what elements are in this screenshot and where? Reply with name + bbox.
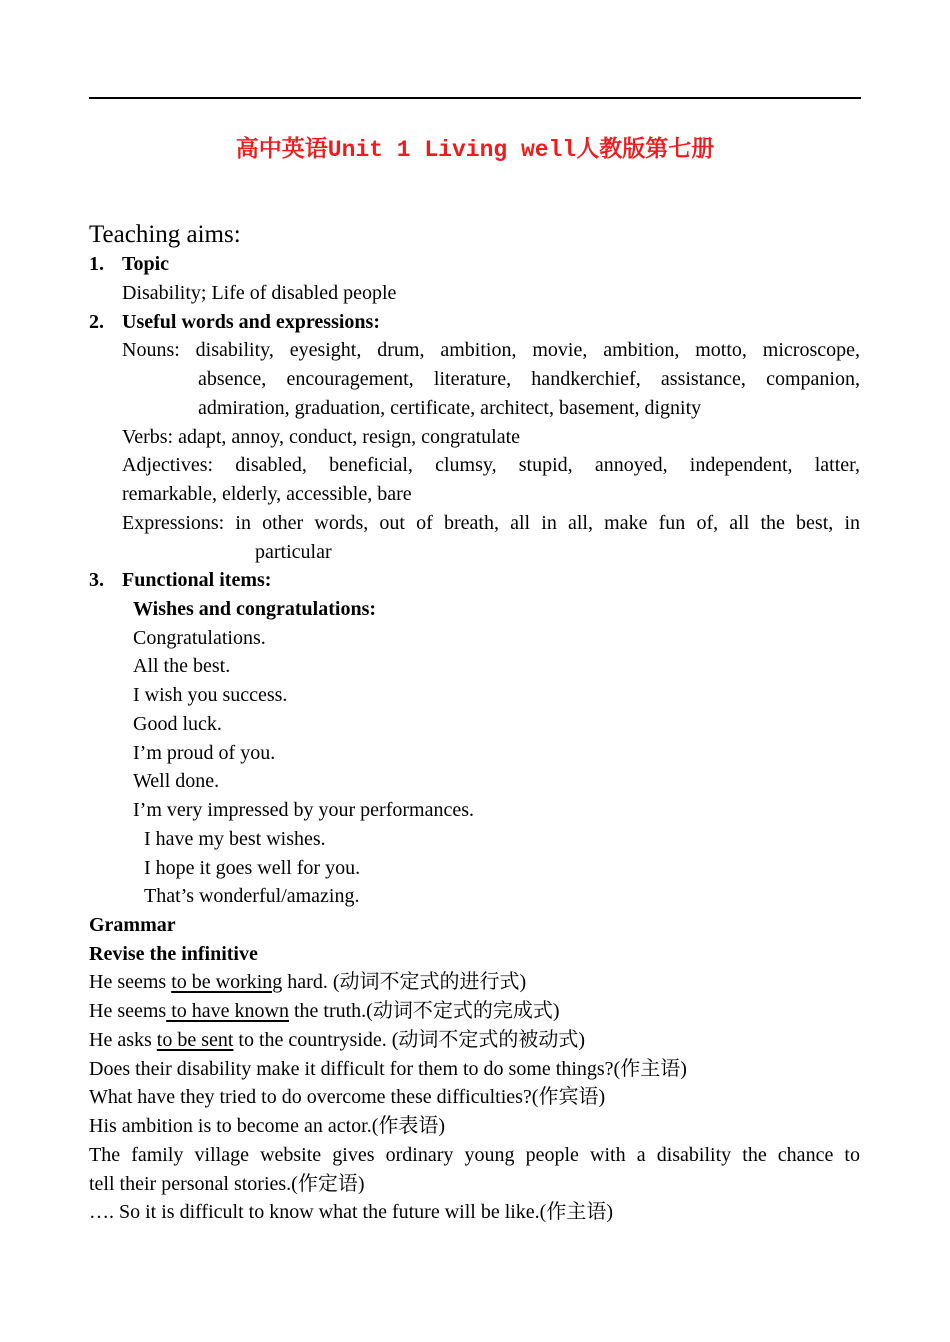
underlined-infinitive: to have known bbox=[166, 1000, 289, 1022]
phrase-item: Well done. bbox=[133, 770, 220, 792]
document-title: 高中英语Unit 1 Living well人教版第七册 bbox=[235, 137, 715, 163]
underlined-infinitive: to be sent bbox=[156, 1029, 234, 1051]
teaching-aims-heading: Teaching aims: bbox=[89, 221, 241, 248]
grammar-example-perfect bbox=[89, 997, 560, 1026]
section-title-words: Useful words and expressions: bbox=[122, 311, 380, 333]
nouns-line-2: absence, encouragement, literature, handkerchief, assistance, companion, bbox=[198, 368, 860, 390]
verbs-line: Verbs: adapt, annoy, conduct, resign, congratulate bbox=[122, 426, 521, 448]
nouns-line-3: admiration, graduation, certificate, architect, basement, dignity bbox=[198, 397, 702, 419]
phrase-item: I hope it goes well for you. bbox=[144, 857, 361, 879]
example-text: He asks bbox=[89, 1029, 157, 1051]
phrase-item: I have my best wishes. bbox=[144, 828, 326, 850]
example-text: to the countryside. (动词不定式的被动式) bbox=[233, 1029, 586, 1051]
phrase-item: Good luck. bbox=[133, 713, 222, 735]
grammar-line: …. So it is difficult to know what the future will be like.(作主语) bbox=[89, 1201, 614, 1223]
section-number-1: 1. bbox=[89, 253, 104, 275]
section-number-2: 2. bbox=[89, 311, 104, 333]
grammar-line: Does their disability make it difficult for them to do some things?(作主语) bbox=[89, 1058, 687, 1080]
section-number-3: 3. bbox=[89, 569, 104, 591]
phrase-item: That’s wonderful/amazing. bbox=[144, 885, 360, 907]
wishes-subtitle: Wishes and congratulations: bbox=[133, 598, 377, 620]
adjectives-line-2: remarkable, elderly, accessible, bare bbox=[122, 483, 412, 505]
phrase-item: I’m very impressed by your performances. bbox=[133, 799, 474, 821]
phrase-item: Congratulations. bbox=[133, 627, 266, 649]
grammar-line: His ambition is to become an actor.(作表语) bbox=[89, 1115, 446, 1137]
grammar-subtitle: Revise the infinitive bbox=[89, 943, 258, 965]
expressions-line-1: Expressions: in other words, out of breath, all in all, make fun of, all the best, in bbox=[122, 512, 860, 534]
underlined-infinitive: to be working bbox=[171, 971, 283, 993]
grammar-line: What have they tried to do overcome these difficulties?(作宾语) bbox=[89, 1086, 606, 1108]
grammar-line: tell their personal stories.(作定语) bbox=[89, 1173, 365, 1195]
section-title-topic: Topic bbox=[122, 253, 170, 275]
example-text: the truth.(动词不定式的完成式) bbox=[288, 1000, 560, 1022]
nouns-line-1: Nouns: disability, eyesight, drum, ambition, movie, ambition, motto, microscope, bbox=[122, 339, 860, 361]
grammar-example-progressive bbox=[89, 968, 526, 997]
example-text: hard. (动词不定式的进行式) bbox=[282, 971, 527, 993]
example-text: He seems bbox=[89, 1000, 167, 1022]
section-title-functional: Functional items: bbox=[122, 569, 272, 591]
grammar-heading: Grammar bbox=[89, 914, 176, 936]
topic-text: Disability; Life of disabled people bbox=[122, 282, 397, 304]
adjectives-line-1: Adjectives: disabled, beneficial, clumsy, stupid, annoyed, independent, latter, bbox=[122, 454, 860, 476]
example-text: He seems bbox=[89, 971, 172, 993]
grammar-example-passive bbox=[89, 1026, 585, 1055]
grammar-line: The family village website gives ordinary young people with a disability the chance to bbox=[89, 1144, 860, 1166]
header-rule bbox=[89, 97, 861, 99]
expressions-line-2: particular bbox=[255, 541, 332, 563]
phrase-item: All the best. bbox=[133, 655, 231, 677]
phrase-item: I’m proud of you. bbox=[133, 742, 276, 764]
phrase-item: I wish you success. bbox=[133, 684, 288, 706]
